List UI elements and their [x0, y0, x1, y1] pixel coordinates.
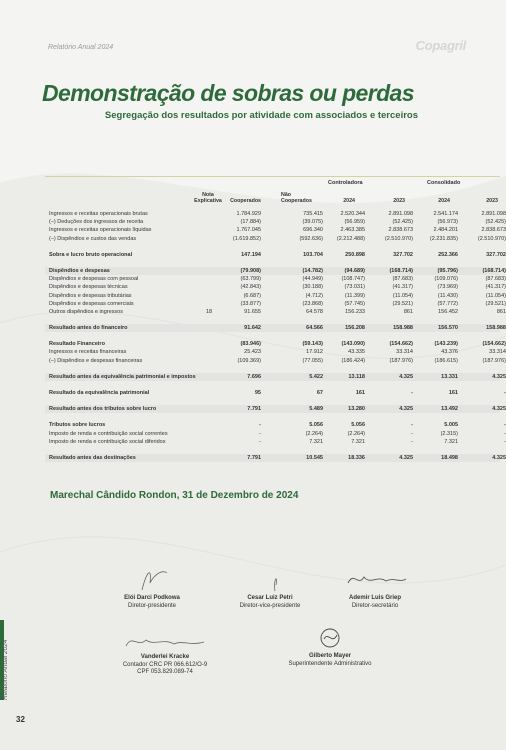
table-row	[45, 275, 506, 283]
row-value: 13.118	[348, 373, 365, 380]
signature-block	[330, 565, 420, 610]
signer-role: Diretor-presidente	[127, 602, 177, 609]
copagril-logo: Copagril	[415, 38, 466, 53]
row-label: (–) Deduções dos ingressos de receita	[49, 219, 144, 226]
row-label: Dispêndios e despesas tributárias	[49, 292, 132, 299]
row-value: (23.868)	[302, 300, 323, 307]
page-title: Demonstração de sobras ou perdas	[42, 80, 414, 106]
row-value: -	[411, 430, 413, 437]
row-value: 64.578	[306, 308, 323, 315]
row-value: 91.642	[244, 325, 261, 332]
row-value: 156.208	[345, 325, 365, 332]
row-value: (154.662)	[482, 341, 506, 348]
signer-role: Diretor-secretário	[351, 602, 399, 609]
row-value: (83.946)	[240, 341, 261, 348]
row-value: 91.655	[244, 308, 261, 315]
row-value: (11.399)	[344, 292, 365, 299]
row-value: 2.484.201	[433, 227, 458, 234]
row-gap	[45, 381, 500, 389]
header-rule	[45, 176, 500, 177]
row-value: (59.143)	[302, 341, 323, 348]
row-value: 4.325	[399, 454, 413, 461]
row-value: 161	[355, 390, 365, 396]
row-value: 2.838.673	[388, 227, 413, 234]
row-value: (2.212.488)	[336, 235, 365, 242]
row-value: 158.988	[393, 325, 413, 332]
row-label: Ingressos e receitas financeiras	[49, 349, 127, 356]
table-row	[45, 283, 506, 291]
col-ctrl-2023: 2023	[393, 198, 405, 204]
row-label: Outros dispêndios e ingressos	[49, 308, 123, 315]
row-value: (2.510.970)	[477, 235, 506, 242]
signer-role: Superintendente Administrativo	[288, 660, 372, 667]
table-row	[45, 438, 506, 446]
signer-name: Vanderlei Kracke	[140, 654, 190, 660]
row-value: (11.054)	[392, 292, 413, 299]
row-value: (87.683)	[485, 276, 506, 283]
row-gap	[45, 397, 500, 405]
col-cons-2023: 2023	[486, 198, 498, 204]
row-value: 327.702	[393, 251, 413, 258]
row-value: (33.877)	[240, 300, 261, 307]
row-value: 4.325	[399, 406, 413, 413]
table-row	[45, 300, 506, 308]
col-ctrl-2024: 2024	[343, 198, 355, 204]
row-value: 2.463.385	[340, 227, 365, 234]
row-value: (63.799)	[240, 276, 261, 283]
col-cons-2024: 2024	[438, 198, 450, 204]
signature-mark	[120, 632, 210, 652]
row-value: 33.314	[489, 349, 506, 356]
row-value: (44.949)	[302, 276, 323, 283]
row-label: Dispêndios e despesas com pessoal	[49, 276, 139, 283]
table-row	[45, 357, 506, 365]
row-label: Sobra e lucro bruto operacional	[49, 251, 133, 258]
row-value: (29.521)	[485, 300, 506, 307]
row-label: Ingressos e receitas operacionais brutas	[49, 211, 148, 217]
closing-statement: Marechal Cândido Rondon, 31 de Dezembro de 2024	[50, 490, 299, 501]
table-body	[45, 210, 506, 462]
row-value: 2.541.174	[433, 211, 458, 217]
row-gap	[45, 316, 500, 324]
table-row	[45, 292, 506, 300]
row-value: 18.498	[441, 454, 458, 461]
group-consolidado: Consolidado	[427, 180, 461, 186]
signature-mark	[340, 565, 410, 593]
signer-cpf: CPF 053.829.089-74	[137, 669, 193, 675]
row-value: -	[504, 422, 506, 429]
row-value: -	[411, 438, 413, 445]
row-value: (87.683)	[392, 276, 413, 283]
row-label: Tributos sobre lucros	[49, 422, 106, 429]
signer-name: Gilberto Mayer	[308, 653, 351, 659]
row-value: 18.336	[348, 454, 365, 461]
row-value: (17.884)	[240, 219, 261, 226]
row-value: 4.325	[492, 454, 506, 461]
row-label: Dispêndios e despesas técnicas	[49, 284, 128, 291]
table-row	[45, 210, 506, 218]
table-row	[45, 251, 506, 259]
signer-name: Cesar Luiz Petri	[247, 595, 293, 601]
row-value: (2.315)	[440, 430, 458, 437]
row-label: Imposto de renda e contribuição social diferidos	[49, 438, 166, 445]
row-value: 252.366	[438, 251, 458, 258]
row-value: 7.791	[247, 454, 261, 461]
row-label: Resultado antes da equivalência patrimonial e impostos	[49, 373, 196, 380]
column-headers	[45, 190, 500, 210]
row-label: Dispêndios e despesas	[49, 267, 110, 274]
row-value: (592.636)	[299, 235, 323, 242]
table-row	[45, 348, 506, 356]
row-label: (–) Dispêndios e despesas financeiras	[49, 357, 143, 364]
row-value: 250.898	[345, 251, 365, 258]
row-value: (41.317)	[485, 284, 506, 291]
row-value: 861	[403, 308, 413, 315]
row-gap	[45, 413, 500, 421]
row-value: (109.369)	[237, 357, 261, 364]
row-label: Dispêndios e despesas comerciais	[49, 300, 134, 307]
row-value: (95.796)	[437, 267, 458, 274]
row-value: (73.969)	[437, 284, 458, 291]
row-label: (–) Dispêndios e custos das vendas	[49, 235, 137, 242]
signature-block	[112, 565, 192, 610]
table-row	[45, 308, 506, 316]
row-value: 25.423	[244, 349, 261, 356]
row-value: -	[411, 390, 413, 396]
signature-block	[225, 565, 315, 610]
row-value: 5.056	[309, 422, 323, 429]
row-value: 2.891.098	[388, 211, 413, 217]
page-number: 32	[16, 715, 25, 724]
row-value: 2.891.098	[481, 211, 506, 217]
row-gap	[45, 365, 500, 373]
table-row	[45, 340, 506, 348]
row-value: 147.194	[241, 251, 261, 258]
row-value: -	[259, 438, 261, 445]
row-value: 1.767.045	[236, 227, 261, 234]
row-value: 156.233	[345, 308, 365, 315]
row-gap	[45, 332, 500, 340]
row-value: 5.005	[444, 422, 458, 429]
row-gap	[45, 446, 500, 454]
row-value: 7.791	[247, 406, 261, 413]
row-value: 158.988	[486, 325, 506, 332]
signer-role: Diretor-vice-presidente	[239, 602, 301, 609]
signer-role: Contador CRC PR 066.612/O-9	[122, 661, 208, 668]
row-value: 5.056	[351, 422, 365, 429]
page-subtitle: Segregação dos resultados por atividade com associados e terceiros	[104, 110, 418, 121]
row-label: Resultado antes do financeiro	[49, 325, 128, 332]
row-value: 13.280	[348, 406, 365, 413]
table-row	[45, 430, 506, 438]
row-value: (52.425)	[392, 219, 413, 226]
table-row	[45, 218, 506, 226]
row-value: (186.424)	[341, 357, 365, 364]
signature-mark	[122, 565, 182, 593]
row-value: (143.239)	[434, 341, 458, 348]
row-value: (11.430)	[437, 292, 458, 299]
row-value: -	[411, 422, 413, 429]
row-gap	[45, 243, 500, 251]
row-label: Ingressos e receitas operacionais líquidas	[49, 227, 152, 234]
row-value: 4.325	[492, 373, 506, 380]
row-value: 7.696	[247, 373, 261, 380]
row-value: (6.687)	[243, 292, 261, 299]
row-value: 696.340	[303, 227, 323, 234]
row-value: -	[504, 438, 506, 445]
row-value: (2.264)	[347, 430, 365, 437]
row-value: 7.321	[351, 438, 365, 445]
row-value: (39.075)	[302, 219, 323, 226]
row-value: (1.619.852)	[232, 235, 261, 242]
signature-mark	[240, 565, 300, 593]
row-value: (30.188)	[302, 284, 323, 291]
row-value: 735.415	[303, 211, 323, 217]
row-value: (77.055)	[302, 357, 323, 364]
row-value: -	[504, 390, 506, 396]
row-value: (42.843)	[240, 284, 261, 291]
row-label: Resultado antes das destinações	[49, 454, 136, 461]
col-cooperados: Cooperados	[230, 198, 261, 204]
table-row	[45, 373, 506, 381]
row-value: 4.325	[492, 406, 506, 413]
row-value: 161	[448, 390, 458, 396]
row-value: (109.076)	[434, 276, 458, 283]
row-value: 7.321	[444, 438, 458, 445]
row-value: (57.745)	[344, 300, 365, 307]
row-value: 156.452	[438, 308, 458, 315]
row-value: (2.510.970)	[384, 235, 413, 242]
row-label: Resultado antes dos tributos sobre lucro	[49, 406, 157, 413]
row-nota: 18	[205, 308, 213, 315]
row-value: -	[259, 422, 261, 429]
table-row	[45, 405, 506, 413]
row-value: 33.314	[396, 349, 413, 356]
signature-block	[270, 625, 390, 668]
row-value: 2.520.344	[340, 211, 365, 217]
row-value: 861	[496, 308, 506, 315]
row-value: (11.054)	[485, 292, 506, 299]
row-value: 95	[254, 390, 261, 396]
row-value: (56.973)	[437, 219, 458, 226]
row-value: 64.566	[306, 325, 323, 332]
row-value: (143.090)	[341, 341, 365, 348]
row-value: (73.031)	[344, 284, 365, 291]
row-value: 10.545	[306, 454, 323, 461]
table-row	[45, 324, 506, 332]
row-value: (41.317)	[392, 284, 413, 291]
row-value: 7.321	[309, 438, 323, 445]
row-value: (14.782)	[302, 267, 323, 274]
row-label: Resultado da equivalência patrimonial	[49, 390, 150, 396]
row-value: (187.976)	[389, 357, 413, 364]
row-value: 13.492	[441, 406, 458, 413]
row-value: (52.425)	[485, 219, 506, 226]
col-nota: Nota Explicativa	[194, 192, 222, 204]
group-controladora: Controladora	[328, 180, 363, 186]
row-value: 17.912	[306, 349, 323, 356]
row-value: (2.231.835)	[429, 235, 458, 242]
row-value: (2.264)	[305, 430, 323, 437]
table-row	[45, 226, 506, 234]
row-value: 1.784.929	[236, 211, 261, 217]
row-value: (168.714)	[389, 267, 413, 274]
signer-name: Elói Darci Podkowa	[124, 595, 180, 601]
table-row	[45, 267, 506, 275]
signature-block	[110, 632, 220, 677]
signature-mark	[310, 625, 350, 651]
row-label: Imposto de renda e contribuição social correntes	[49, 430, 168, 437]
row-value: (79.908)	[240, 267, 261, 274]
report-label: Relatório Anual 2024	[48, 44, 114, 51]
row-value: 327.702	[486, 251, 506, 258]
row-value: (108.747)	[341, 276, 365, 283]
table-row	[45, 421, 506, 429]
row-value: 5.489	[309, 406, 323, 413]
row-label: Resultado Financeiro	[49, 341, 105, 348]
row-value: 103.704	[303, 251, 323, 258]
row-value: (168.714)	[482, 267, 506, 274]
table-row	[45, 235, 506, 243]
row-value: -	[259, 430, 261, 437]
table-row	[45, 389, 506, 397]
row-value: 156.570	[438, 325, 458, 332]
row-value: (4.712)	[305, 292, 323, 299]
row-value: 43.376	[441, 349, 458, 356]
row-value: (29.521)	[392, 300, 413, 307]
row-value: (94.689)	[344, 267, 365, 274]
row-value: 43.335	[348, 349, 365, 356]
signer-name: Ademir Luis Griep	[348, 595, 401, 601]
row-value: (154.662)	[389, 341, 413, 348]
row-value: 5.422	[309, 373, 323, 380]
row-value: (57.772)	[437, 300, 458, 307]
row-value: 2.838.673	[481, 227, 506, 234]
financial-table	[45, 176, 506, 462]
row-value: (56.959)	[344, 219, 365, 226]
side-report-label: Relatório Anual 2024	[2, 639, 9, 700]
col-nao-cooperados: Não Cooperados	[281, 192, 312, 204]
row-value: (186.615)	[434, 357, 458, 364]
row-gap	[45, 259, 500, 267]
row-value: (187.976)	[482, 357, 506, 364]
group-headers	[45, 176, 500, 190]
table-row	[45, 454, 506, 462]
row-value: 67	[316, 390, 323, 396]
row-value: 4.325	[399, 373, 413, 380]
row-value: 13.331	[441, 373, 458, 380]
row-value: -	[504, 430, 506, 437]
